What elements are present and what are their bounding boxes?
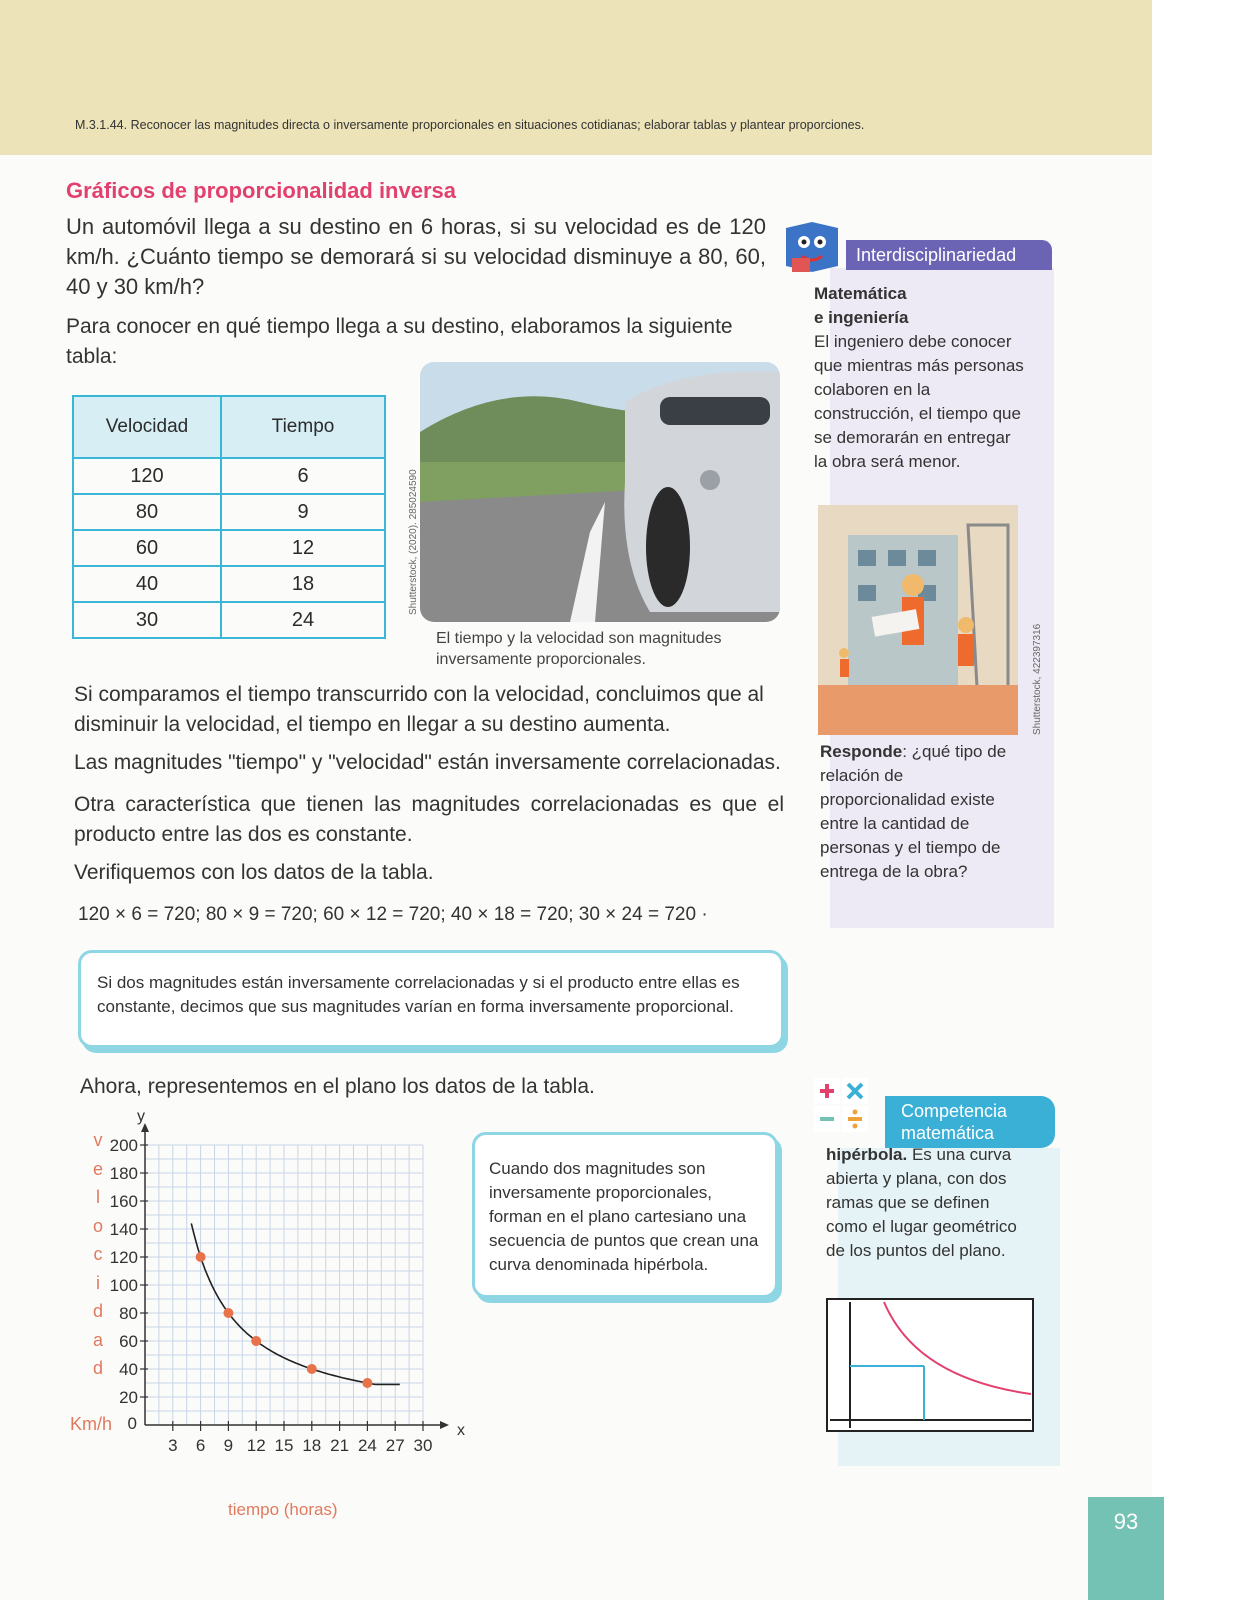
x-tick-label: 30: [413, 1436, 433, 1455]
question-text: : ¿qué tipo de relación de proporcionalidad existe entre la cantidad de personas y el tiempo de entrega de la obra?: [820, 742, 1007, 881]
sidebar-text: El ingeniero debe conocer que mientras más personas colaboren en la construcción, el tiempo que se demorarán en entregar la obra será menor.: [814, 332, 1024, 471]
speed-time-table: [72, 395, 386, 639]
y-axis-letter: e: [92, 1158, 103, 1179]
table-header-velocidad: Velocidad: [73, 396, 221, 458]
construction-illustration: [818, 505, 1018, 735]
definition-box: [78, 950, 784, 1048]
paragraph-compare: Si comparamos el tiempo transcurrido con la velocidad, concluimos que al disminuir la velocidad, el tiempo en llegar a su destino aumenta.: [74, 683, 764, 736]
table-row: [73, 530, 385, 566]
page-number: 93: [1088, 1497, 1164, 1600]
table-row: [73, 494, 385, 530]
y-axis-letter: c: [93, 1244, 103, 1264]
y-axis-letter: o: [92, 1215, 103, 1236]
car-road-illustration: [420, 362, 780, 622]
y-axis-unit: Km/h: [70, 1414, 113, 1434]
x-tick-label: 27: [385, 1436, 405, 1455]
x-tick-label: 9: [223, 1436, 234, 1455]
car-photo: [420, 362, 780, 622]
y-axis-letter: d: [92, 1301, 103, 1321]
data-point: [196, 1252, 206, 1262]
photo-credit: Shutterstock, (2020). 285024590: [408, 469, 419, 615]
y-tick-label: 200: [109, 1136, 138, 1155]
table-cell: 24: [221, 602, 385, 638]
definition-text: Si dos magnitudes están inversamente correlacionadas y si el producto entre ellas es constante, decimos que sus magnitudes varían en forma inversamente proporcional.: [97, 973, 740, 1016]
table-cell: 6: [221, 458, 385, 494]
photo-caption: El tiempo y la velocidad son magnitudes inversamente proporcionales.: [436, 630, 722, 668]
x-tick-label: 6: [195, 1436, 206, 1455]
table-cell: 40: [73, 566, 221, 602]
table-header-tiempo: Tiempo: [221, 396, 385, 458]
y-tick-label: 140: [109, 1220, 138, 1239]
sidebar-question: [820, 740, 1020, 884]
page-margin: [1152, 0, 1236, 1600]
illustration-credit: Shutterstock, 422397316: [1032, 623, 1043, 735]
x-axis-label: tiempo (horas): [228, 1500, 338, 1519]
paragraph-verify: Verifiquemos con los datos de la tabla.: [74, 861, 434, 884]
table-cell: 30: [73, 602, 221, 638]
table-intro: Para conocer en qué tiempo llega a su destino, elaboramos la siguiente tabla:: [66, 315, 733, 368]
y-axis-name: y: [137, 1108, 145, 1125]
y-tick-label: 180: [109, 1164, 138, 1183]
table-row: [73, 458, 385, 494]
hyperbola-definition: [826, 1143, 1026, 1263]
table-cell: 9: [221, 494, 385, 530]
graph-intro: Ahora, representemos en el plano los datos de la tabla.: [80, 1075, 595, 1098]
hyperbola-text: Cuando dos magnitudes son inversamente proporcionales, forman en el plano cartesiano una secuencia de puntos que crean una curva denominada hipérbola.: [489, 1159, 759, 1274]
origin-label: 0: [127, 1414, 137, 1433]
y-axis-letter: d: [92, 1358, 103, 1378]
y-axis-letter: a: [92, 1329, 103, 1350]
hyperbola-curve: [191, 1223, 399, 1384]
competencia-heading-line: matemática: [901, 1123, 995, 1143]
hyperbola-mini-graph: [826, 1298, 1034, 1432]
data-point: [362, 1378, 372, 1388]
data-point: [307, 1364, 317, 1374]
sidebar-heading: Interdisciplinariedad: [846, 240, 1052, 270]
math-operations-icon: [812, 1076, 872, 1136]
sidebar-subtitle: Matemática: [814, 284, 907, 303]
table-cell: 120: [73, 458, 221, 494]
data-point: [251, 1336, 261, 1346]
book-mascot-icon: [780, 214, 844, 278]
competencia-heading: [885, 1096, 1055, 1148]
table-cell: 60: [73, 530, 221, 566]
y-axis-letter: v: [93, 1130, 103, 1150]
y-tick-label: 120: [109, 1248, 138, 1267]
table-row: [73, 566, 385, 602]
y-tick-label: 20: [119, 1388, 138, 1407]
x-tick-label: 18: [302, 1436, 322, 1455]
x-tick-label: 21: [330, 1436, 350, 1455]
competencia-heading-line: Competencia: [901, 1101, 1008, 1121]
term: hipérbola.: [826, 1145, 908, 1164]
x-tick-label: 12: [246, 1436, 266, 1455]
question-label: Responde: [820, 742, 903, 761]
x-axis-arrow: [440, 1421, 449, 1429]
data-point: [223, 1308, 233, 1318]
product-equations: 120 × 6 = 720; 80 × 9 = 720; 60 × 12 = 720; 40 × 18 = 720; 30 × 24 = 720 ·: [78, 904, 708, 925]
table-cell: 80: [73, 494, 221, 530]
x-tick-label: 3: [168, 1436, 178, 1455]
section-title: Gráficos de proporcionalidad inversa: [66, 178, 456, 203]
y-tick-label: 80: [119, 1304, 138, 1323]
hyperbola-chart: [100, 1105, 480, 1485]
x-axis-name: x: [457, 1422, 465, 1439]
x-tick-label: 15: [274, 1436, 294, 1455]
y-tick-label: 160: [109, 1192, 138, 1211]
y-tick-label: 40: [119, 1360, 138, 1379]
sidebar-subtitle: e ingeniería: [814, 308, 909, 327]
paragraph-product: Otra característica que tienen las magnitudes correlacionadas es que el producto entre las dos es constante.: [74, 793, 784, 846]
table-row: [73, 602, 385, 638]
table-cell: 12: [221, 530, 385, 566]
x-tick-label: 24: [357, 1436, 377, 1455]
skill-statement: M.3.1.44. Reconocer las magnitudes directa o inversamente proporcionales en situaciones cotidianas; elaborar tablas y plantear proporciones.: [75, 118, 865, 132]
y-axis-letter: l: [96, 1187, 100, 1207]
table-header-row: [73, 396, 385, 458]
paragraph-correlated: Las magnitudes "tiempo" y "velocidad" están inversamente correlacionadas.: [74, 751, 781, 774]
y-tick-label: 100: [109, 1276, 138, 1295]
table-cell: 18: [221, 566, 385, 602]
intro-paragraph: Un automóvil llega a su destino en 6 horas, si su velocidad es de 120 km/h. ¿Cuánto tiempo se demorará si su velocidad disminuye a 80, 60, 40 y 30 km/h?: [66, 214, 766, 299]
definition: Es una curva abierta y plana, con dos ramas que se definen como el lugar geométrico de los puntos del plano.: [826, 1145, 1017, 1260]
y-tick-label: 60: [119, 1332, 138, 1351]
hyperbola-box: [472, 1132, 778, 1298]
y-axis-letter: i: [96, 1272, 100, 1293]
